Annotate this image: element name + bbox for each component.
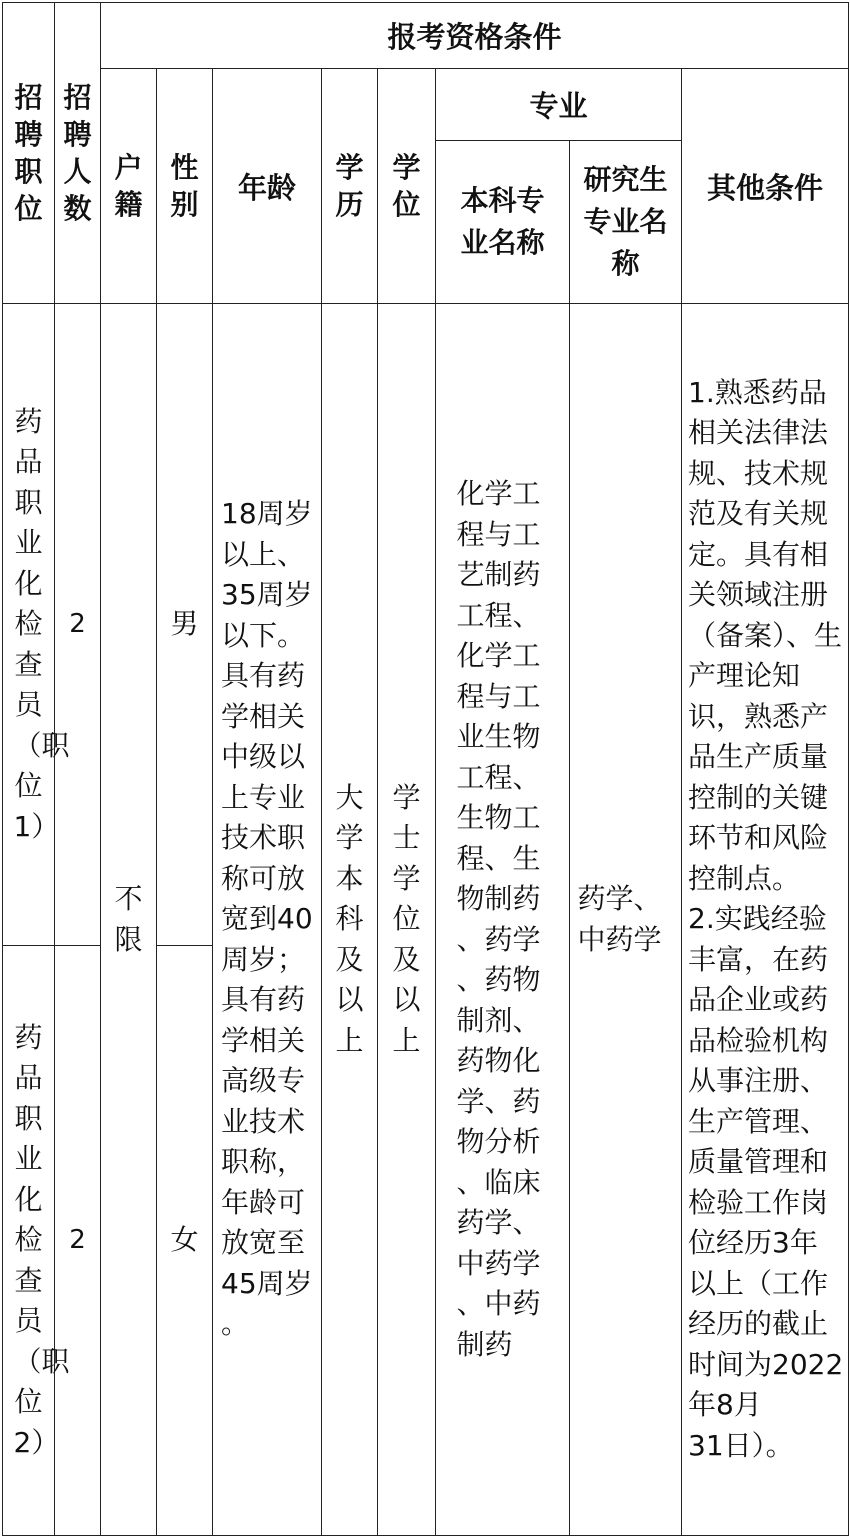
row-2-count: 2 <box>55 946 101 1536</box>
header-qualifications: 报考资格条件 <box>101 3 849 69</box>
header-count: 招聘人数 <box>55 3 101 304</box>
header-major: 专业 <box>436 69 682 141</box>
header-undergrad-major: 本科专业名称 <box>436 141 570 304</box>
row-1-count: 2 <box>55 304 101 946</box>
other-conditions-cell: 1.熟悉药品相关法律法规、技术规范及有关规定。具有相关领域注册（备案）、生产理论知识，熟悉产品生产质量控制的关键环节和风险控制点。 2.实践经验丰富，在药品企业或药品检验机构从事注册、生产管理、质量管理和检验工作岗位经历3年以上（工作经历的截止时间为2022年8月 31日）。 <box>682 304 849 1536</box>
education-cell: 大学本科及以上 <box>322 304 378 1536</box>
header-hukou: 户籍 <box>101 69 157 304</box>
header-degree: 学位 <box>378 69 436 304</box>
degree-cell: 学士学位及以上 <box>378 304 436 1536</box>
grad-major-cell: 药学、中药学 <box>570 304 682 1536</box>
header-position: 招聘职位 <box>3 3 55 304</box>
header-education: 学历 <box>322 69 378 304</box>
row-1-gender: 男 <box>157 304 213 946</box>
row-2-position: 药品职业化检查员（职位2） <box>3 946 55 1536</box>
header-gender: 性别 <box>157 69 213 304</box>
qualification-table <box>2 2 849 1536</box>
row-2-gender: 女 <box>157 946 213 1536</box>
undergrad-major-cell: 化学工程与工艺制药工程、化学工程与工业生物工程、生物工程、生物制药 、药学 、药物制剂、药物化学、药物分析 、临床药学、中药学 、中药制药 <box>436 304 570 1536</box>
header-other: 其他条件 <box>682 69 849 304</box>
header-age: 年龄 <box>213 69 322 304</box>
header-grad-major: 研究生专业名称 <box>570 141 682 304</box>
age-cell: 18周岁以上、35周岁以下。具有药学相关中级以上专业技术职称可放宽到40周岁；具有药学相关高级专业技术职称，年龄可放宽至45周岁 。 <box>213 304 322 1536</box>
row-1-position: 药品职业化检查员（职位1） <box>3 304 55 946</box>
hukou-cell: 不限 <box>101 304 157 1536</box>
